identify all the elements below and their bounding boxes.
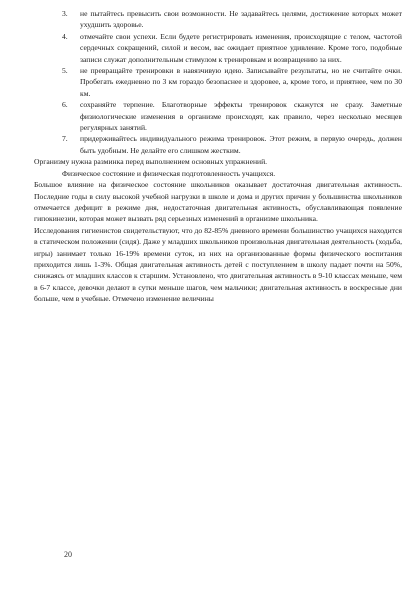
- list-item: [48, 99, 402, 133]
- list-item-text: не превращайте тренировки в навязчивую идею. Записывайте результаты, но не считайте очки. Пробегать ежедневно по 3 км гораздо безопаснее и здоровее, а, кроме того, и приятнее, чем по 30 км.: [80, 66, 402, 98]
- list-item-number: 4.: [62, 31, 68, 41]
- list-item-number: 7.: [62, 134, 68, 144]
- list-item-text: отмечайте свои успехи. Если будете регистрировать изменения, происходящие с телом, частотой сердечных сокращений, силой и весом, вас ожидает приятное удивление. Кроме того, подобные записи служат дополнительным стимулом к тренировкам и возвращению за них.: [80, 31, 402, 64]
- list-item: [48, 133, 402, 156]
- list-item-number: 5.: [62, 66, 68, 76]
- list-item-text: придерживайтесь индивидуального режима тренировок. Этот режим, в первую очередь, должен быть удобным. Не делайте его слишком жестким.: [80, 134, 402, 155]
- body-paragraph: Исследования гигиенистов свидетельствуют, что до 82-85% дневного времени большинство учащихся находится в статическом положении (сидя). Даже у младших школьников произвольная двигательная деятельность (ходьба, игры) занимает только 16-19% времени суток, из них на организованные формы физического воспитания приходится лишь 1-3%. Общая двигательная активность детей с поступлением в школу падает почти на 50%, снижаясь от младших классов к старшим. Установлено, что двигательная активность в 9-10 классах меньше, чем в 6-7 классе, девочки делают в сутки меньше шагов, чем мальчики; двигательная активность в воскресные дни больше, чем в учебные. Отмечено изменение величины: [34, 225, 402, 304]
- list-item-number: 3.: [62, 9, 68, 18]
- warmup-line: Организму нужна разминка перед выполнением основных упражнений.: [34, 157, 268, 167]
- list-item: [48, 65, 402, 99]
- list-item: [48, 8, 402, 31]
- list-item-text: не пытайтесь превысить свои возможности. Не задавайтесь целями, достижение которых может ухудшить здоровье.: [80, 9, 402, 30]
- list-item: [48, 31, 402, 65]
- section-heading: Физическое состояние и физическая подготовленность учащихся.: [62, 168, 276, 178]
- list-item-number: 6.: [62, 100, 68, 110]
- list-item-text: сохраняйте терпение. Благотворные эффекты тренировок скажутся не сразу. Заметные физиологические изменения в организме происходят, как правило, через несколько месяцев регулярных занятий.: [80, 100, 402, 133]
- page-content: [34, 8, 402, 305]
- page-number: 20: [64, 550, 72, 559]
- body-paragraph: Большое влияние на физическое состояние школьников оказывает достаточная двигательная активность. Последние годы в силу высокой учебной нагрузки в школе и дома и других причин у большинства школьников отмечается дефицит в режиме дня, недостаточная двигательная активность, обуславливающая появление гипокинезии, которая может вызвать ряд серьезных изменений в организме школьника.: [34, 180, 402, 224]
